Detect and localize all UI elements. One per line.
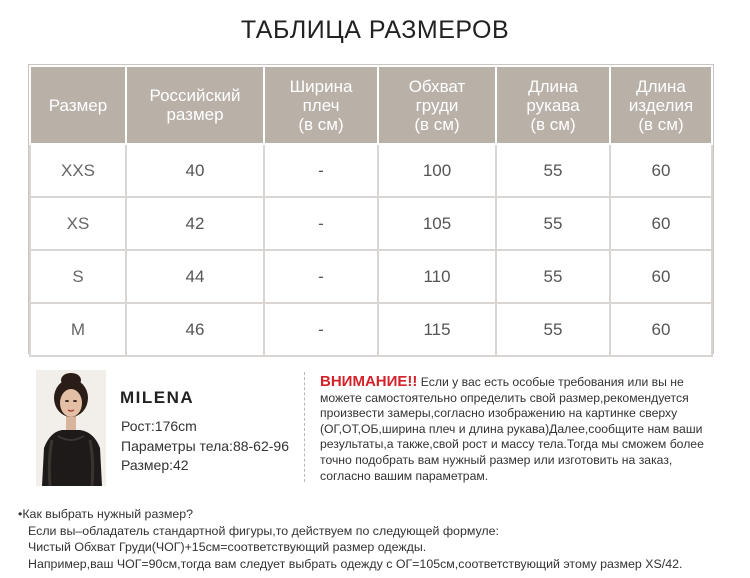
divider [304, 372, 305, 482]
model-height: Рост:176cm [121, 418, 197, 434]
table-row [30, 250, 712, 303]
cell-garment-length: 60 [610, 303, 712, 356]
cell-shoulder-width: - [264, 197, 378, 250]
model-info [36, 370, 308, 486]
cell-size: XS [30, 197, 126, 250]
cell-russian-size: 46 [126, 303, 264, 356]
header-chest: Обхват груди (в см) [378, 66, 496, 144]
attention-text: Если у вас есть особые требования или вы не можете самостоятельно определить свой размер,рекомендуется произвести замеры,согласно изображению на картинке сверху (ОГ,ОТ,ОБ,ширина плеч и длина рукава)Далее,сообщите нам ваши результаты,а также,свой рост и массу тела.Тогда мы сможем более точно подобрать вам нужный размер или изготовить на заказ, согласно вашим параметрам. [320, 375, 704, 483]
table-row [30, 303, 712, 356]
cell-garment-length: 60 [610, 144, 712, 197]
cell-sleeve-length: 55 [496, 303, 610, 356]
cell-size: S [30, 250, 126, 303]
size-guide-line: Если вы–обладатель стандартной фигуры,то действуем по следующей формуле: [28, 523, 499, 538]
cell-garment-length: 60 [610, 250, 712, 303]
cell-garment-length: 60 [610, 197, 712, 250]
size-guide-heading: •Как выбрать нужный размер? [18, 507, 194, 521]
header-garment-length: Длина изделия (в см) [610, 66, 712, 144]
header-size: Размер [30, 66, 126, 144]
table-header-row [30, 66, 712, 144]
cell-russian-size: 40 [126, 144, 264, 197]
size-table [29, 65, 713, 357]
model-name: MILENA [120, 388, 195, 407]
attention-label: ВНИМАНИЕ!! [320, 373, 418, 390]
page-title: ТАБЛИЦА РАЗМЕРОВ [240, 16, 510, 44]
cell-sleeve-length: 55 [496, 144, 610, 197]
cell-shoulder-width: - [264, 303, 378, 356]
cell-size: M [30, 303, 126, 356]
table-row [30, 197, 712, 250]
model-photo [36, 370, 106, 486]
cell-chest: 100 [378, 144, 496, 197]
cell-russian-size: 44 [126, 250, 264, 303]
cell-shoulder-width: - [264, 250, 378, 303]
header-shoulder-width: Ширина плеч (в см) [264, 66, 378, 144]
size-guide-text [18, 506, 743, 572]
model-size: Размер:42 [121, 457, 189, 473]
cell-chest: 110 [378, 250, 496, 303]
size-table-wrapper [28, 64, 714, 354]
cell-sleeve-length: 55 [496, 250, 610, 303]
size-guide-line: Чистый Обхват Груди(ЧОГ)+15см=соответствующий размер одежды. [28, 540, 427, 554]
model-body-params: Параметры тела:88-62-96 [121, 438, 289, 454]
cell-chest: 115 [378, 303, 496, 356]
size-guide-line: Например,ваш ЧОГ=90см,тогда вам следует выбрать одежду с ОГ=105см,соответствующий этому размер XS/42. [28, 556, 683, 571]
header-sleeve-length: Длина рукава (в см) [496, 66, 610, 144]
attention-note [320, 374, 716, 484]
table-row [30, 144, 712, 197]
cell-shoulder-width: - [264, 144, 378, 197]
cell-russian-size: 42 [126, 197, 264, 250]
cell-size: XXS [30, 144, 126, 197]
cell-chest: 105 [378, 197, 496, 250]
header-russian-size: Российский размер [126, 66, 264, 144]
cell-sleeve-length: 55 [496, 197, 610, 250]
